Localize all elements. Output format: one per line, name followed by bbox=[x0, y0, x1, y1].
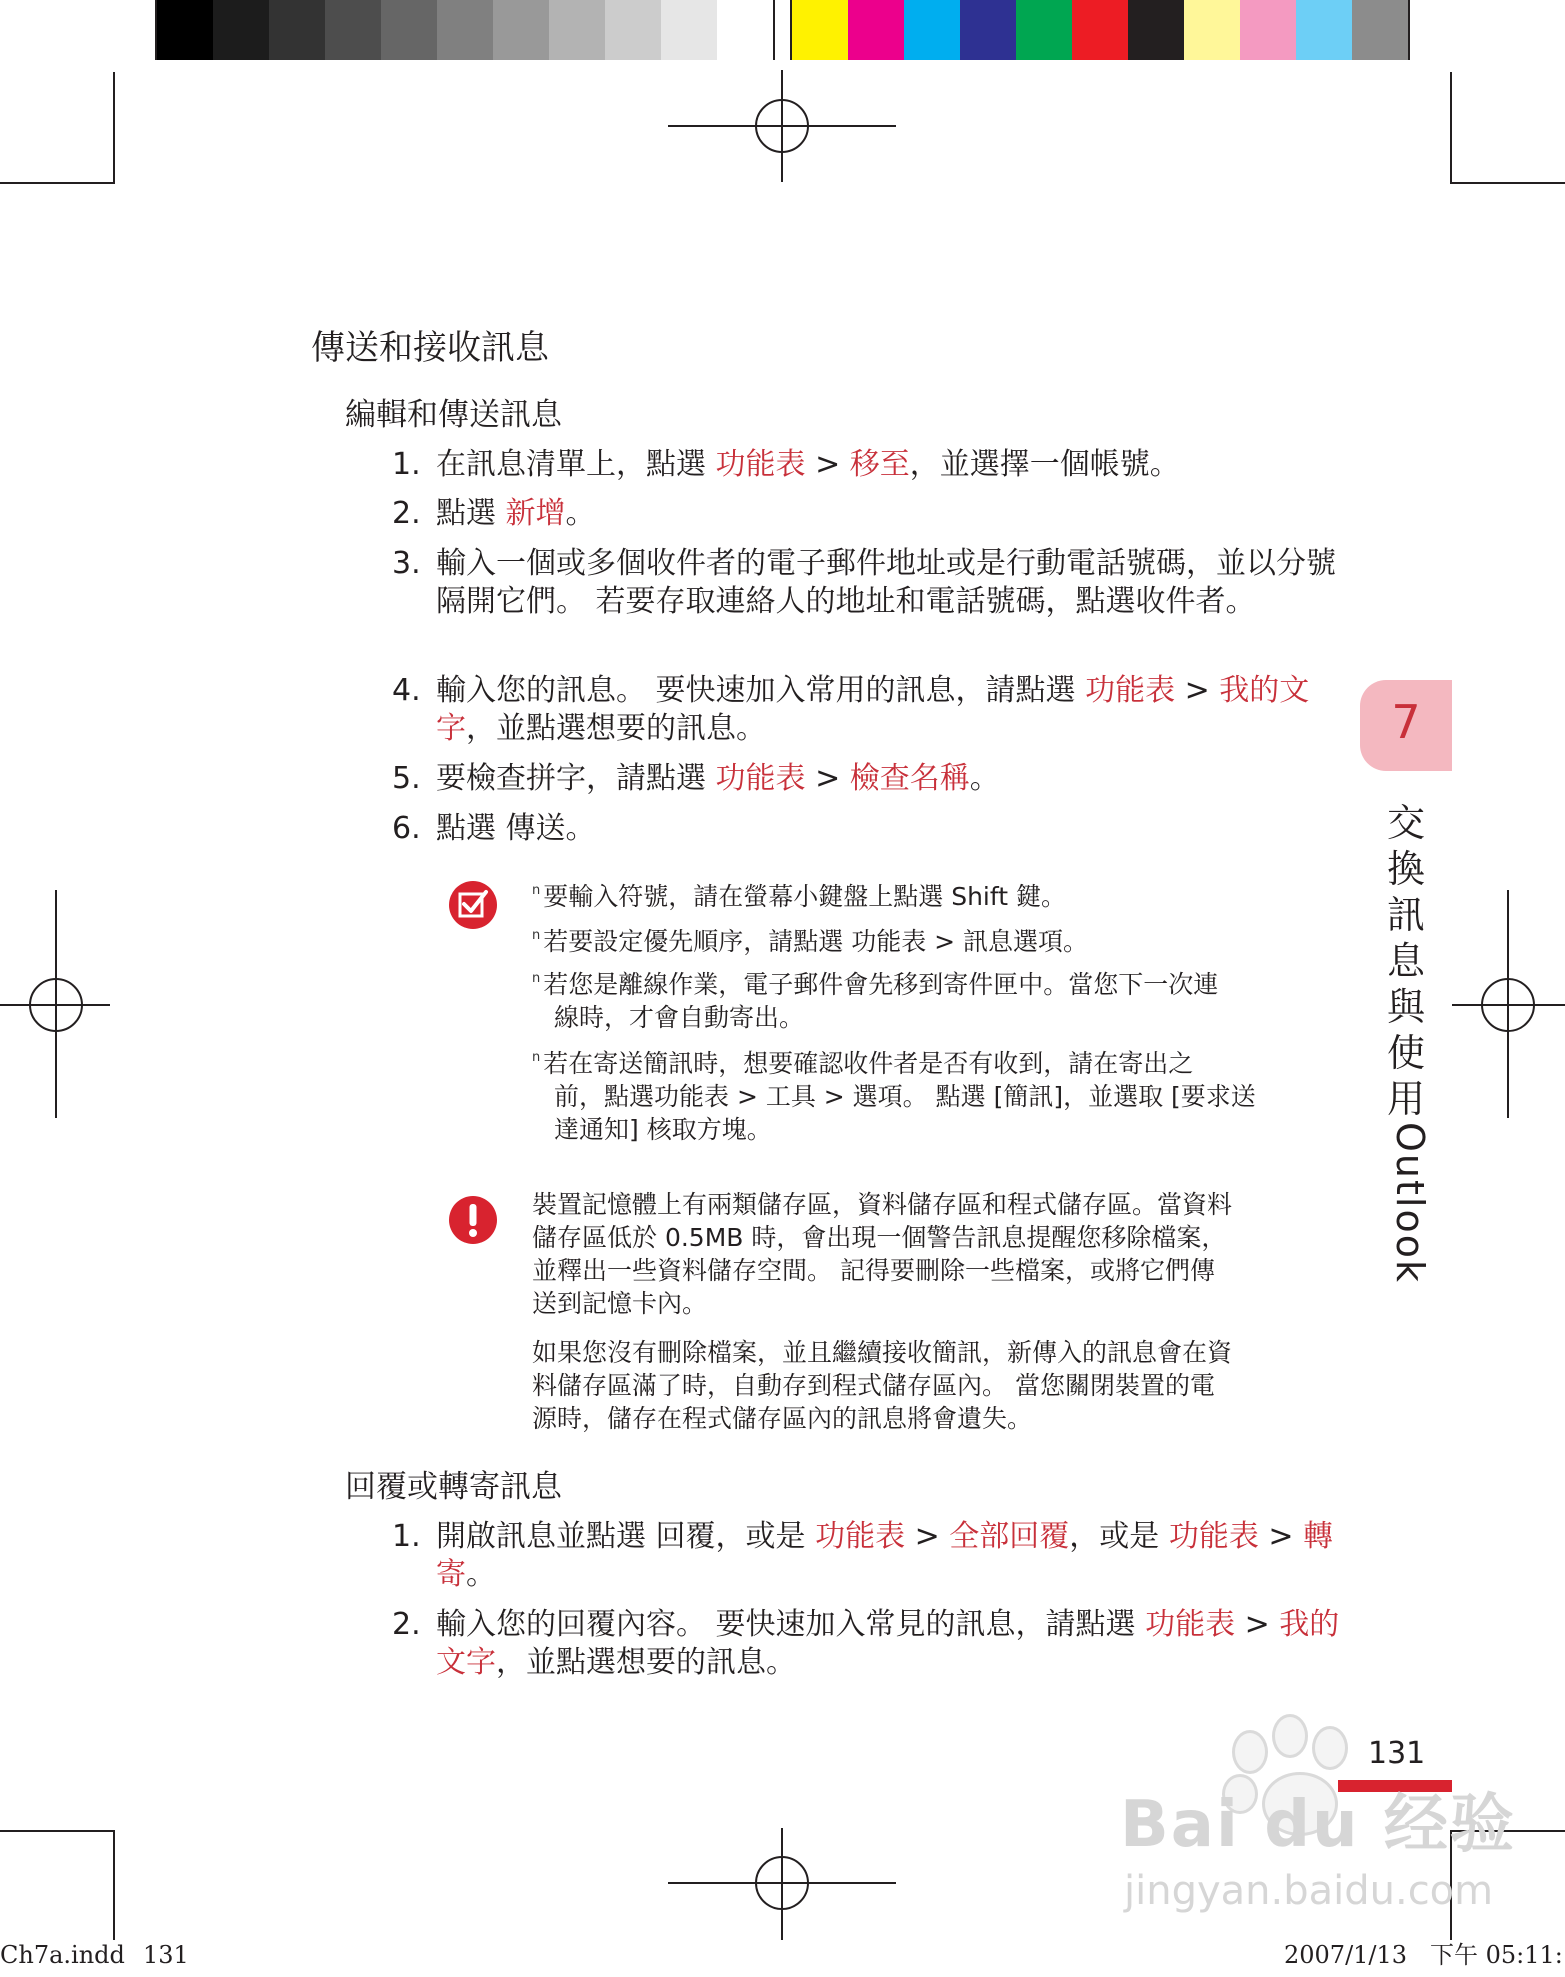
gray-swatch bbox=[213, 0, 269, 60]
slug-page: 131 bbox=[143, 1941, 189, 1969]
step-number: 4. bbox=[392, 673, 421, 708]
compose-step-1 bbox=[392, 446, 1342, 486]
gray-swatch bbox=[549, 0, 605, 60]
tip-3 bbox=[532, 968, 1322, 1034]
warning-line: 源時，儲存在程式儲存區內的訊息將會遺失。 bbox=[532, 1404, 1033, 1433]
warning-line: 料儲存區滿了時，自動存到程式儲存區內。 當您關閉裝置的電 bbox=[532, 1371, 1215, 1400]
color-swatch bbox=[1016, 0, 1072, 60]
compose-step-6 bbox=[392, 810, 1342, 850]
step-text: ，或是 bbox=[1069, 1519, 1169, 1554]
goto-link: 移至 bbox=[849, 447, 910, 482]
step-text: 要檢查拼字，請點選 bbox=[436, 761, 716, 796]
gray-swatch bbox=[381, 0, 437, 60]
step-text: 點選 bbox=[436, 496, 506, 531]
tip-bullet: n bbox=[532, 971, 541, 986]
watermark-url: jingyan.baidu.com bbox=[1124, 1868, 1494, 1914]
menu-link: 功能表 bbox=[715, 761, 806, 796]
chapter-title-char: 交 bbox=[1386, 801, 1425, 845]
tip-bullet: n bbox=[532, 883, 541, 898]
tip-text: 達通知] 核取方塊。 bbox=[554, 1115, 772, 1144]
menu-link: 功能表 bbox=[1168, 1519, 1259, 1554]
chapter-title-latin: Outlook bbox=[1388, 1122, 1432, 1284]
step-text: > bbox=[1175, 673, 1220, 708]
color-swatch bbox=[848, 0, 904, 60]
reply-step-2 bbox=[392, 1606, 1342, 1686]
step-text: 。 bbox=[466, 1557, 496, 1592]
step-text: ，並選擇一個帳號。 bbox=[909, 447, 1180, 482]
forward-link: 轉寄 bbox=[436, 1519, 1334, 1592]
tip-4 bbox=[532, 1047, 1322, 1146]
gray-swatch bbox=[717, 0, 773, 60]
tip-2 bbox=[532, 925, 1322, 958]
compose-step-5 bbox=[392, 760, 1342, 800]
step-text: 。 bbox=[565, 496, 596, 531]
tip-text: 線時，才會自動寄出。 bbox=[554, 1003, 805, 1032]
gray-swatch bbox=[157, 0, 213, 60]
chapter-title-char: 訊 bbox=[1386, 893, 1425, 937]
color-swatch bbox=[1296, 0, 1352, 60]
tip-text: 若在寄送簡訊時，想要確認收件者是否有收到，請在寄出之 bbox=[543, 1049, 1194, 1078]
step-number: 1. bbox=[392, 1519, 421, 1554]
gray-swatch bbox=[269, 0, 325, 60]
color-swatch bbox=[1128, 0, 1184, 60]
step-number: 5. bbox=[392, 761, 421, 796]
menu-link: 功能表 bbox=[715, 447, 806, 482]
compose-step-4 bbox=[392, 672, 1342, 752]
color-swatch bbox=[1184, 0, 1240, 60]
step-text: ，並點選想要的訊息。 bbox=[466, 711, 766, 746]
warning-line: 如果您沒有刪除檔案，並且繼續接收簡訊，新傳入的訊息會在資 bbox=[532, 1338, 1233, 1367]
slug-time: 下午 05:11: bbox=[1430, 1941, 1563, 1969]
my-text-link: 我的文字 bbox=[436, 673, 1310, 746]
my-text-link: 我的文字 bbox=[436, 1607, 1340, 1680]
compose-step-3 bbox=[392, 545, 1342, 663]
step-text: 。 bbox=[969, 761, 1000, 796]
slug-date: 2007/1/13 bbox=[1284, 1941, 1408, 1969]
tip-text: 要輸入符號，請在螢幕小鍵盤上點選 Shift 鍵。 bbox=[543, 882, 1066, 911]
chapter-title-char: 使 bbox=[1386, 1031, 1425, 1075]
section-title: 傳送和接收訊息 bbox=[311, 328, 549, 368]
chapter-title-char: 與 bbox=[1386, 985, 1425, 1029]
step-text: > bbox=[1258, 1519, 1304, 1554]
step-text: 開啟訊息並點選 回覆，或是 bbox=[436, 1519, 816, 1554]
color-swatch bbox=[1240, 0, 1296, 60]
gray-swatch bbox=[325, 0, 381, 60]
warning-paragraph-2 bbox=[532, 1336, 1322, 1435]
menu-link: 功能表 bbox=[1145, 1607, 1236, 1642]
step-number: 2. bbox=[392, 496, 421, 531]
chapter-number: 7 bbox=[1391, 695, 1421, 749]
gray-swatch bbox=[437, 0, 493, 60]
compose-heading: 編輯和傳送訊息 bbox=[345, 397, 562, 433]
warning-line: 送到記憶卡內。 bbox=[532, 1289, 708, 1318]
warning-paragraph-1 bbox=[532, 1188, 1322, 1320]
menu-link: 功能表 bbox=[1085, 673, 1176, 708]
slug-file: Ch7a.indd bbox=[0, 1941, 125, 1969]
reply-step-1 bbox=[392, 1518, 1342, 1598]
step-text: ，並點選想要的訊息。 bbox=[496, 1645, 796, 1680]
checkbox-tip-icon bbox=[448, 880, 498, 930]
tip-bullet: n bbox=[532, 1050, 541, 1065]
tip-text: 若您是離線作業，電子郵件會先移到寄件匣中。當您下一次連 bbox=[543, 970, 1219, 999]
step-text: > bbox=[805, 761, 850, 796]
color-swatch bbox=[1072, 0, 1128, 60]
warning-line: 裝置記憶體上有兩類儲存區，資料儲存區和程式儲存區。當資料 bbox=[532, 1190, 1233, 1219]
gray-swatch bbox=[661, 0, 717, 60]
step-text: > bbox=[805, 447, 850, 482]
watermark-main: Bai du 经验 bbox=[1120, 1788, 1516, 1862]
step-text: 在訊息清單上，點選 bbox=[436, 447, 716, 482]
warning-line: 儲存區低於 0.5MB 時，會出現一個警告訊息提醒您移除檔案， bbox=[532, 1223, 1227, 1252]
step-text: > bbox=[905, 1519, 950, 1554]
step-text: 輸入您的回覆內容。 要快速加入常見的訊息，請點選 bbox=[436, 1607, 1146, 1642]
chapter-title-char: 用 bbox=[1386, 1077, 1425, 1121]
color-swatch bbox=[960, 0, 1016, 60]
tip-bullet: n bbox=[532, 928, 541, 943]
color-swatch bbox=[1352, 0, 1408, 60]
compose-step-2 bbox=[392, 495, 1342, 535]
tip-text: 前，點選功能表 > 工具 > 選項。 點選 [簡訊]，並選取 [要求送 bbox=[554, 1082, 1256, 1111]
step-number: 2. bbox=[392, 1607, 421, 1642]
step-text: 輸入您的訊息。 要快速加入常用的訊息，請點選 bbox=[436, 673, 1086, 708]
chapter-title-char: 換 bbox=[1386, 847, 1425, 891]
step-number: 3. bbox=[392, 546, 421, 581]
warning-icon bbox=[448, 1195, 498, 1245]
step-text: 輸入一個或多個收件者的電子郵件地址或是行動電話號碼，並以分號隔開它們。 若要存取連絡人的地址和電話號碼，點選收件者。 bbox=[436, 546, 1336, 619]
menu-link: 功能表 bbox=[815, 1519, 906, 1554]
warning-line: 並釋出一些資料儲存空間。 記得要刪除一些檔案，或將它們傳 bbox=[532, 1256, 1215, 1285]
tip-text: 若要設定優先順序，請點選 功能表 > 訊息選項。 bbox=[543, 927, 1089, 956]
chapter-title-char: 息 bbox=[1386, 939, 1425, 983]
step-text: 點選 傳送。 bbox=[436, 811, 596, 846]
new-link: 新增 bbox=[505, 496, 566, 531]
gray-swatch bbox=[493, 0, 549, 60]
tip-1 bbox=[532, 880, 1322, 913]
reply-all-link: 全部回覆 bbox=[949, 1519, 1070, 1554]
check-names-link: 檢查名稱 bbox=[849, 761, 970, 796]
reply-heading: 回覆或轉寄訊息 bbox=[345, 1469, 562, 1505]
color-swatch bbox=[792, 0, 848, 60]
page-number: 131 bbox=[1368, 1736, 1426, 1771]
color-swatch bbox=[904, 0, 960, 60]
gray-swatch bbox=[605, 0, 661, 60]
step-number: 6. bbox=[392, 811, 421, 846]
step-text: > bbox=[1235, 1607, 1280, 1642]
chapter-title-vertical bbox=[1381, 800, 1431, 1284]
step-number: 1. bbox=[392, 447, 421, 482]
